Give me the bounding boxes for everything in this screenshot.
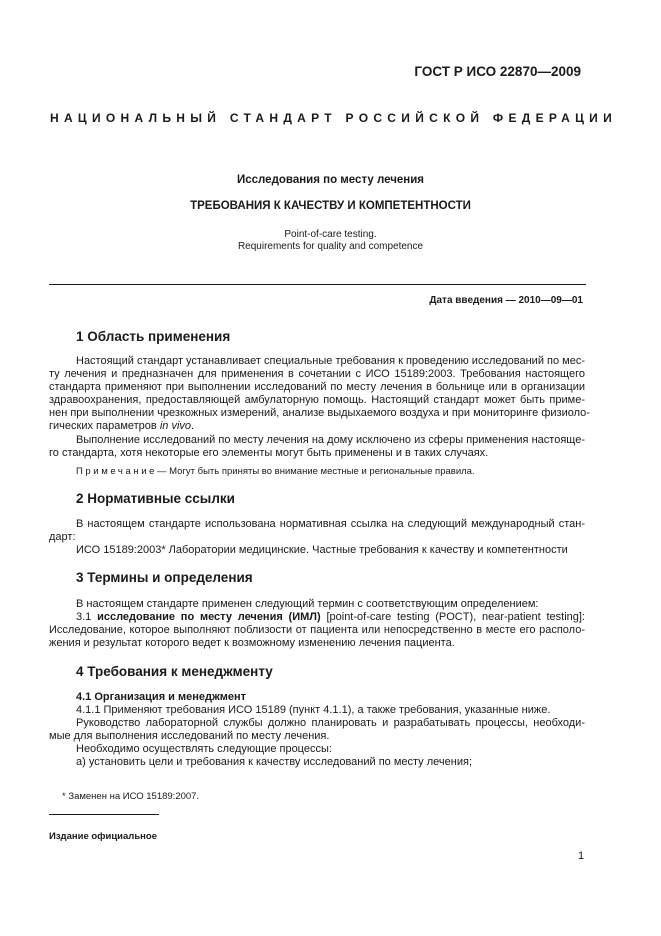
text-line: нен при выполнении чрезкожных измерений, анализе выдыхаемого воздуха и при мониторинге физиоло- (49, 407, 590, 419)
section-1-heading: 1 Область применения (76, 329, 231, 344)
text-line: 4.1.1 Применяют требования ИСО 15189 (пункт 4.1.1), а также требования, указанные ниже. (76, 704, 551, 716)
term-name: исследование по месту лечения (ИМЛ) (97, 611, 321, 623)
term-number: 3.1 (76, 611, 98, 623)
title-line-1: Исследования по месту лечения (236, 174, 425, 186)
section-1-paragraph-1 (49, 355, 590, 433)
section-3-paragraph (49, 598, 585, 650)
edition-rule (49, 814, 159, 815)
text-line: ту лечения и предназначен для применения в сочетании с ИСО 15189:2003. Требования настоящего (49, 368, 585, 380)
document-code: ГОСТ Р ИСО 22870—2009 (414, 64, 581, 79)
national-standard-banner: НАЦИОНАЛЬНЫЙ СТАНДАРТ РОССИЙСКОЙ ФЕДЕРАЦИИ (50, 111, 618, 125)
text-fragment: . (191, 420, 195, 432)
text-line: Настоящий стандарт устанавливает специальные требования к проведению исследований по мес- (76, 355, 586, 367)
text-line: здравоохранения, предоставляющей амбулаторную помощь. Настоящий стандарт может быть приме- (49, 394, 585, 406)
section-4-paragraph (49, 691, 585, 769)
text-line: дарт: (49, 531, 76, 543)
note-label: Примечание (76, 466, 157, 477)
introduction-date: Дата введения — 2010—09—01 (429, 295, 583, 306)
section-2-paragraph (49, 518, 585, 557)
term-english: [point-of-care testing (POCT), near-patient testing]: (320, 611, 585, 623)
list-item: а) установить цели и требования к качеству исследований по месту лечения; (76, 756, 472, 768)
italic-term: in vivo (159, 420, 192, 432)
page-number: 1 (578, 850, 585, 862)
section-2-heading: 2 Нормативные ссылки (76, 491, 235, 506)
text-line (49, 420, 585, 433)
term-line (49, 611, 585, 624)
text-line: В настоящем стандарте использована нормативная ссылка на следующий международный стан- (76, 518, 585, 530)
text-line: мые для выполнения исследований по месту лечения. (49, 730, 330, 742)
official-edition-label: Издание официальное (49, 831, 157, 842)
text-line: В настоящем стандарте применен следующий термин с соответствующим определением: (76, 598, 539, 610)
title-rule (49, 284, 586, 285)
english-title-2: Requirements for quality and competence (237, 241, 424, 252)
text-line: го стандарта, хотя некоторые его элементы могут быть применены и в таких случаях. (49, 447, 489, 459)
section-4-heading: 4 Требования к менеджменту (76, 664, 273, 679)
subsection-heading: 4.1 Организация и менеджмент (76, 691, 247, 703)
section-1-note (76, 466, 475, 477)
normative-reference: ИСО 15189:2003* Лаборатории медицинские. Частные требования к качеству и компетентности (76, 544, 568, 556)
section-3-heading: 3 Термины и определения (76, 570, 253, 585)
text-line: стандарта применяют при выполнении исследований по месту лечения в больнице или в организации (49, 381, 585, 393)
note-text: — Могут быть приняты во внимание местные и региональные правила. (157, 466, 475, 477)
footnote: * Заменен на ИСО 15189:2007. (62, 791, 200, 802)
title-line-2: ТРЕБОВАНИЯ К КАЧЕСТВУ И КОМПЕТЕНТНОСТИ (190, 200, 471, 212)
text-line: жения и результат которого ведет к возможному изменению лечения пациента. (49, 637, 455, 649)
text-fragment: гических параметров (49, 420, 160, 432)
text-line: Руководство лабораторной службы должно планировать и разрабатывать процессы, необходи- (76, 717, 585, 729)
text-line: Исследование, которое выполняют поблизости от пациента или непосредственно в месте его располо- (49, 624, 585, 636)
section-1-paragraph-2 (49, 434, 585, 460)
english-title-1: Point-of-care testing. (284, 229, 377, 240)
text-line: Выполнение исследований по месту лечения на дому исключено из сферы применения настояще- (76, 434, 585, 446)
text-line: Необходимо осуществлять следующие процессы: (76, 743, 332, 755)
